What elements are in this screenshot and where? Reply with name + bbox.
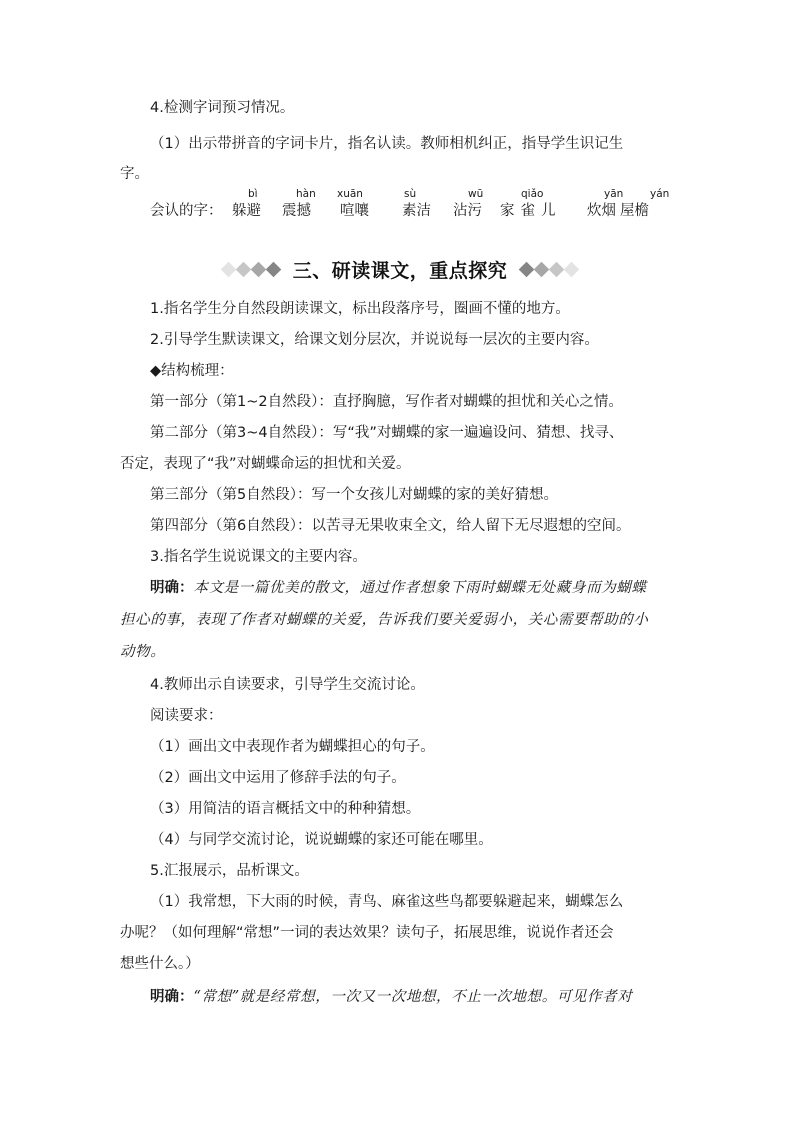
heading-diamonds-right (521, 264, 577, 275)
step-1: 1.指名学生分自然段朗读课文，标出段落序号，圈画不懂的地方。 (150, 301, 570, 317)
diamond-icon (265, 261, 281, 277)
diamond-icon (250, 261, 266, 277)
word-xuanrang: 喧嚷 (340, 203, 369, 219)
analysis-1-cont-2: 想些什么。） (120, 956, 200, 972)
diamond-icon (220, 261, 236, 277)
diamond-icon (564, 261, 580, 277)
clarify-label: 明确： (150, 579, 194, 596)
clarify-text-cont-1: 担心的事，表现了作者对蝴蝶的关爱，告诉我们要关爱弱小，关心需要帮助的小 (120, 612, 649, 628)
structure-part-4: 第四部分（第6自然段）：以苦寻无果收束全文，给人留下无尽遐想的空间。 (150, 518, 631, 534)
requirement-1: （1）画出文中表现作者为蝴蝶担心的句子。 (150, 739, 435, 755)
diamond-icon (235, 261, 251, 277)
diamond-icon (549, 261, 565, 277)
diamond-icon (534, 261, 550, 277)
reading-requirements-title: 阅读要求： (150, 708, 223, 724)
structure-part-1: 第一部分（第1~2自然段）：直抒胸臆，写作者对蝴蝶的担忧和关心之情。 (150, 394, 623, 410)
clarify-paragraph-2 (150, 986, 680, 1008)
step-5: 5.汇报展示，品析课文。 (150, 863, 309, 879)
requirement-2: （2）画出文中运用了修辞手法的句子。 (150, 770, 406, 786)
word-wuyan: 屋檐 (620, 203, 649, 219)
step-4b: 4.教师出示自读要求，引导学生交流讨论。 (150, 677, 425, 693)
recognize-characters-label: 会认的字： (150, 203, 223, 219)
pinyin-qiao: qiǎo (521, 188, 544, 200)
requirement-3: （3）用简洁的语言概括文中的种种猜想。 (150, 801, 421, 817)
pinyin-xuan: xuān (337, 188, 363, 200)
word-jiaqiaoer: 家雀儿 (500, 203, 562, 219)
section-heading (180, 255, 620, 283)
word-zhenhan: 震撼 (282, 203, 311, 219)
clarify-text: 本文是一篇优美的散文，通过作者想象下雨时蝴蝶无处藏身而为蝴蝶 (193, 580, 647, 596)
pinyin-yan-2: yán (650, 188, 670, 200)
clarify-text-2: “常想”就是经常想，一次又一次地想，不止一次地想。可见作者对 (193, 989, 633, 1005)
clarify-paragraph-1 (150, 577, 680, 599)
analysis-1: （1）我常想，下大雨的时候，青鸟、麻雀这些鸟都要躲避起来，蝴蝶怎么 (150, 894, 624, 910)
structure-part-2: 第二部分（第3~4自然段）：写“我”对蝴蝶的家一遍遍设问、猜想、找寻、 (150, 425, 624, 441)
structure-part-3: 第三部分（第5自然段）：写一个女孩儿对蝴蝶的家的美好猜想。 (150, 487, 558, 503)
diamond-icon (519, 261, 535, 277)
requirement-4: （4）与同学交流讨论，说说蝴蝶的家还可能在哪里。 (150, 832, 493, 848)
step-2: 2.引导学生默读课文，给课文划分层次，并说说每一层次的主要内容。 (150, 332, 599, 348)
word-zhanwu: 沾污 (453, 203, 482, 219)
pinyin-su: sù (404, 188, 417, 200)
word-chuiyan: 炊烟 (587, 203, 616, 219)
word-sujie: 素洁 (402, 203, 431, 219)
structure-part-2-cont: 否定，表现了“我”对蝴蝶命运的担忧和关爱。 (120, 456, 411, 472)
clarify-label-2: 明确： (150, 988, 194, 1005)
recognize-characters-row (150, 190, 690, 230)
clarify-text-cont-2: 动物。 (120, 644, 166, 660)
heading-diamonds-left (223, 264, 279, 275)
pinyin-yan-1: yān (604, 188, 624, 200)
step-4-item-1-cont: 字。 (120, 166, 149, 182)
step-4-title: 4.检测字词预习情况。 (150, 100, 295, 116)
pinyin-bi: bì (248, 188, 258, 200)
structure-title: ◆结构梳理： (150, 363, 234, 379)
pinyin-wu: wū (468, 188, 484, 200)
section-heading-text: 三、研读课文，重点探究 (292, 259, 508, 282)
pinyin-han: hàn (296, 188, 316, 200)
word-duobi: 躲避 (232, 203, 261, 219)
step-4-item-1: （1）出示带拼音的字词卡片，指名认读。教师相机纠正，指导学生识记生 (150, 136, 624, 152)
analysis-1-cont: 办呢？（如何理解“常想”一词的表达效果？读句子，拓展思维，说说作者还会 (120, 925, 614, 941)
step-3: 3.指名学生说说课文的主要内容。 (150, 549, 367, 565)
